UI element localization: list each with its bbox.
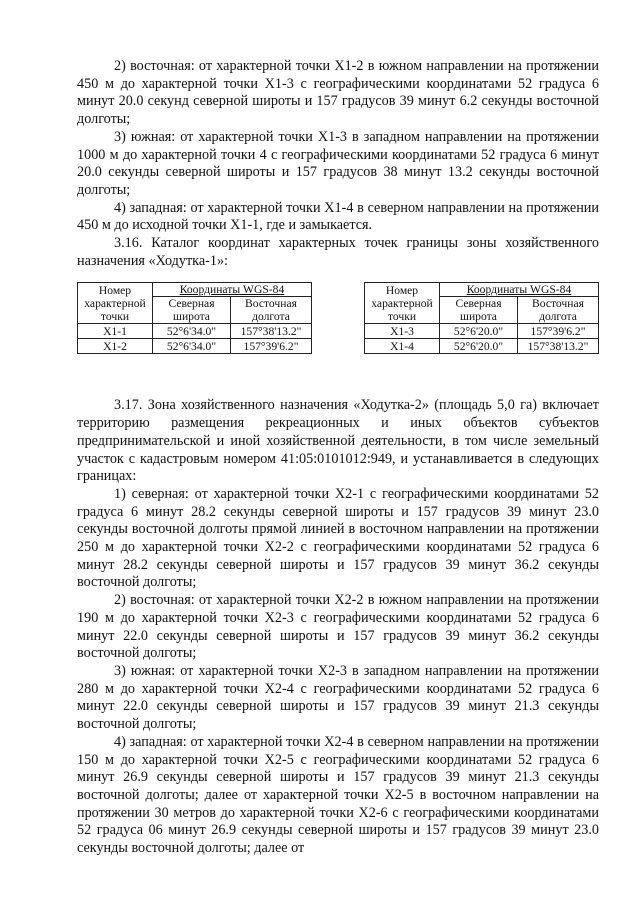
paragraph-east-border-x2: 2) восточная: от характерной точки X2-2 в южном направлении на протяжении 190 м до характерной точки X2-3 с географическими координатами 52 градуса 6 минут 22.0 секунды северной широты и 157 градусов 39 минут 36.2 секунды восточной долготы;	[77, 592, 599, 662]
cell-longitude: 157°38'13.2"	[518, 339, 599, 354]
cell-point: X1-3	[365, 324, 440, 339]
header-longitude: Восточная долгота	[231, 297, 312, 324]
cell-longitude: 157°38'13.2"	[231, 324, 312, 339]
coordinate-catalog	[77, 282, 599, 354]
paragraph-west-border-x1: 4) западная: от характерной точки X1-4 в северном направлении на протяжении 450 м до исходной точки X1-1, где и замыкается.	[77, 199, 599, 234]
table-row	[365, 339, 599, 354]
cell-latitude: 52°6'20.0"	[440, 339, 518, 354]
table-row	[78, 324, 312, 339]
cell-point: X1-4	[365, 339, 440, 354]
cell-latitude: 52°6'34.0"	[153, 339, 231, 354]
table-row	[78, 339, 312, 354]
header-longitude: Восточная долгота	[518, 297, 599, 324]
paragraph-south-border-x1: 3) южная: от характерной точки X1-3 в западном направлении на протяжении 1000 м до характерной точки 4 с географическими координатами 52 градуса 6 минут 20.0 секунды северной широты и 157 градусов 38 минут 13.2 секунды восточной долготы;	[77, 128, 599, 198]
cell-longitude: 157°39'6.2"	[231, 339, 312, 354]
paragraph-north-border-x2: 1) северная: от характерной точки X2-1 с географическими координатами 52 градуса 6 минут 28.2 секунды северной широты и 157 градусов 39 минут 23.0 секунды восточной долготы прямой линией в восточном направлении на протяжении 250 м до характерной точки X2-2 с географическими координатами 52 градуса 6 минут 28.2 секунды северной широты и 157 градусов 39 минут 36.2 секунды восточной долготы;	[77, 485, 599, 591]
header-coordinate-system: Координаты WGS-84	[440, 283, 599, 297]
paragraph-catalog-heading: 3.16. Каталог координат характерных точек границы зоны хозяйственного назначения «Ходутка-1»:	[77, 235, 599, 269]
table-row	[365, 324, 599, 339]
cell-latitude: 52°6'34.0"	[153, 324, 231, 339]
coordinate-table-left	[77, 282, 312, 354]
paragraph-south-border-x2: 3) южная: от характерной точки X2-3 в западном направлении на протяжении 280 м до характерной точки X2-4 с географическими координатами 52 градуса 6 минут 22.0 секунды северной широты и 157 градусов 39 минут 21.3 секунды восточной долготы;	[77, 662, 599, 733]
paragraph-zone-x2-intro: 3.17. Зона хозяйственного назначения «Ходутка-2» (площадь 5,0 га) включает территорию размещения рекреационных и иных объектов субъектов предпринимательской и иной хозяйственной деятельности, в том числе земельный участок с кадастровым номером 41:05:0101012:949, и устанавливается в следующих границах:	[77, 397, 599, 485]
header-latitude: Северная широта	[440, 297, 518, 324]
cell-latitude: 52°6'20.0"	[440, 324, 518, 339]
cell-longitude: 157°39'6.2"	[518, 324, 599, 339]
header-point-number: Номер характерной точки	[78, 283, 153, 324]
coordinate-table-right	[364, 282, 599, 354]
header-latitude: Северная широта	[153, 297, 231, 324]
paragraph-west-border-x2: 4) западная: от характерной точки X2-4 в северном направлении на протяжении 150 м до характерной точки X2-5 с географическими координатами 52 градуса 6 минут 26.9 секунды северной широты и 157 градусов 39 минут 21.3 секунды восточной долготы; далее от характерной точки X2-5 в восточном направлении на протяжении 30 метров до характерной точки X2-6 с географическими координатами 52 градуса 06 минут 26.9 секунды северной широты и 157 градусов 39 минут 23.0 секунды восточной долготы; далее от	[77, 733, 599, 857]
cell-point: X1-2	[78, 339, 153, 354]
header-coordinate-system: Координаты WGS-84	[153, 283, 312, 297]
paragraph-east-border-x1: 2) восточная: от характерной точки X1-2 в южном направлении на протяжении 450 м до характерной точки X1-3 с географическими координатами 52 градуса 6 минут 20.0 секунд северной широты и 157 градусов 39 минут 6.2 секунды восточной долготы;	[77, 58, 599, 128]
header-point-number: Номер характерной точки	[365, 283, 440, 324]
cell-point: X1-1	[78, 324, 153, 339]
